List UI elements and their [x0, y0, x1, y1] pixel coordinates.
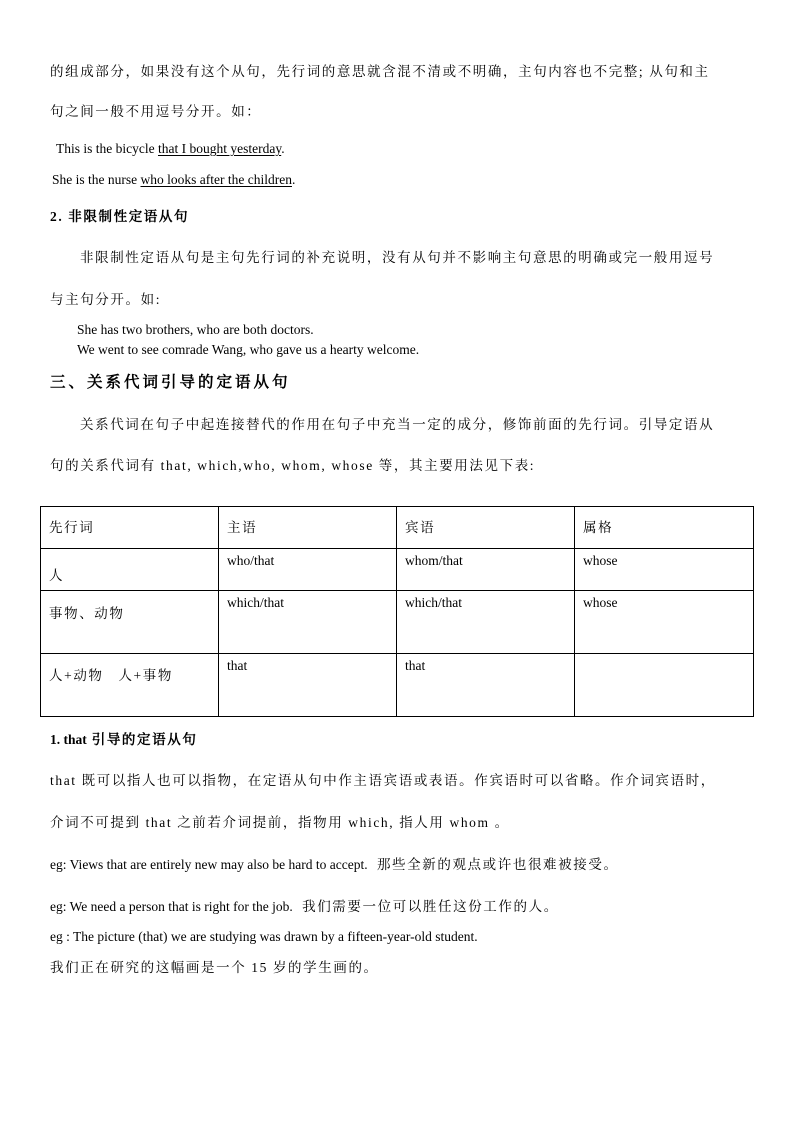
heading-text: 引导的定语从句 [86, 732, 198, 747]
table-row [41, 591, 754, 654]
table-header-cell: 主语 [219, 507, 397, 549]
section2-example-1: She has two brothers, who are both doctors. [77, 322, 314, 337]
section3-para-line-2: 句的关系代词有 that, which,who, whom, whose 等，其主要用法见下表: [50, 458, 536, 473]
that-example-3-translation: 我们正在研究的这幅画是一个 15 岁的学生画的。 [50, 960, 379, 975]
table-cell: 人 [41, 549, 219, 591]
table-cell: whom/that [397, 549, 575, 591]
example-restrictive-2 [52, 171, 295, 189]
table-cell: who/that [219, 549, 397, 591]
table-header-cell: 属格 [575, 507, 754, 549]
example-text: She is the nurse [52, 172, 141, 187]
that-section-heading [50, 731, 197, 749]
intro-line-2: 句之间一般不用逗号分开。如： [50, 104, 262, 119]
example-english: eg: We need a person that is right for the job. [50, 899, 293, 914]
table-header-cell: 先行词 [41, 507, 219, 549]
that-example-3: eg : The picture (that) we are studying was drawn by a fifteen-year-old student. [50, 929, 478, 944]
example-punct: . [291, 172, 296, 187]
that-example-2 [50, 898, 559, 916]
section-heading-relative-pronouns: 三、关系代词引导的定语从句 [50, 374, 291, 391]
table-header-cell: 宾语 [397, 507, 575, 549]
heading-number: 1. that [50, 732, 87, 747]
that-example-1 [50, 856, 619, 874]
example-punct: . [281, 141, 285, 156]
section2-para-line-2: 与主句分开。如: [50, 292, 162, 307]
example-clause: that I bought yesterday [157, 141, 282, 156]
section3-para-line-1: 关系代词在句子中起连接替代的作用在句子中充当一定的成分，修饰前面的先行词。引导定语从 [80, 417, 715, 432]
section2-para-line-1: 非限制性定语从句是主句先行词的补充说明，没有从句并不影响主句意思的明确或完一般用逗号 [80, 250, 715, 265]
table-cell: 事物、动物 [41, 591, 219, 654]
table-row [41, 654, 754, 717]
section2-example-2: We went to see comrade Wang, who gave us a hearty welcome. [77, 342, 420, 357]
example-chinese: 那些全新的观点或许也很难被接受。 [376, 857, 619, 872]
table-cell: which/that [397, 591, 575, 654]
that-para-line-1: that 既可以指人也可以指物，在定语从句中作主语宾语或表语。作宾语时可以省略。作介词宾语时， [50, 773, 716, 788]
table-cell: 人+动物 人+事物 [41, 654, 219, 717]
table-header-row [41, 507, 754, 549]
table-cell: whose [575, 591, 754, 654]
table-cell: that [397, 654, 575, 717]
table-row [41, 549, 754, 591]
example-clause: who looks after the children [140, 172, 292, 187]
section-heading-nonrestrictive: 2. 非限制性定语从句 [50, 209, 190, 224]
intro-line-1: 的组成部分，如果没有这个从句，先行词的意思就含混不清或不明确，主句内容也不完整; 从句和主 [50, 64, 710, 79]
example-chinese: 我们需要一位可以胜任这份工作的人。 [302, 899, 559, 914]
that-para-line-2: 介词不可提到 that 之前若介词提前，指物用 which, 指人用 whom 。 [50, 815, 510, 830]
relative-pronoun-table [40, 506, 754, 717]
example-english: eg: Views that are entirely new may also be hard to accept. [50, 857, 368, 872]
example-text: This is the bicycle [56, 141, 158, 156]
table-cell: whose [575, 549, 754, 591]
table-cell: which/that [219, 591, 397, 654]
example-restrictive-1 [56, 140, 285, 158]
table-cell: that [219, 654, 397, 717]
table-cell [575, 654, 754, 717]
